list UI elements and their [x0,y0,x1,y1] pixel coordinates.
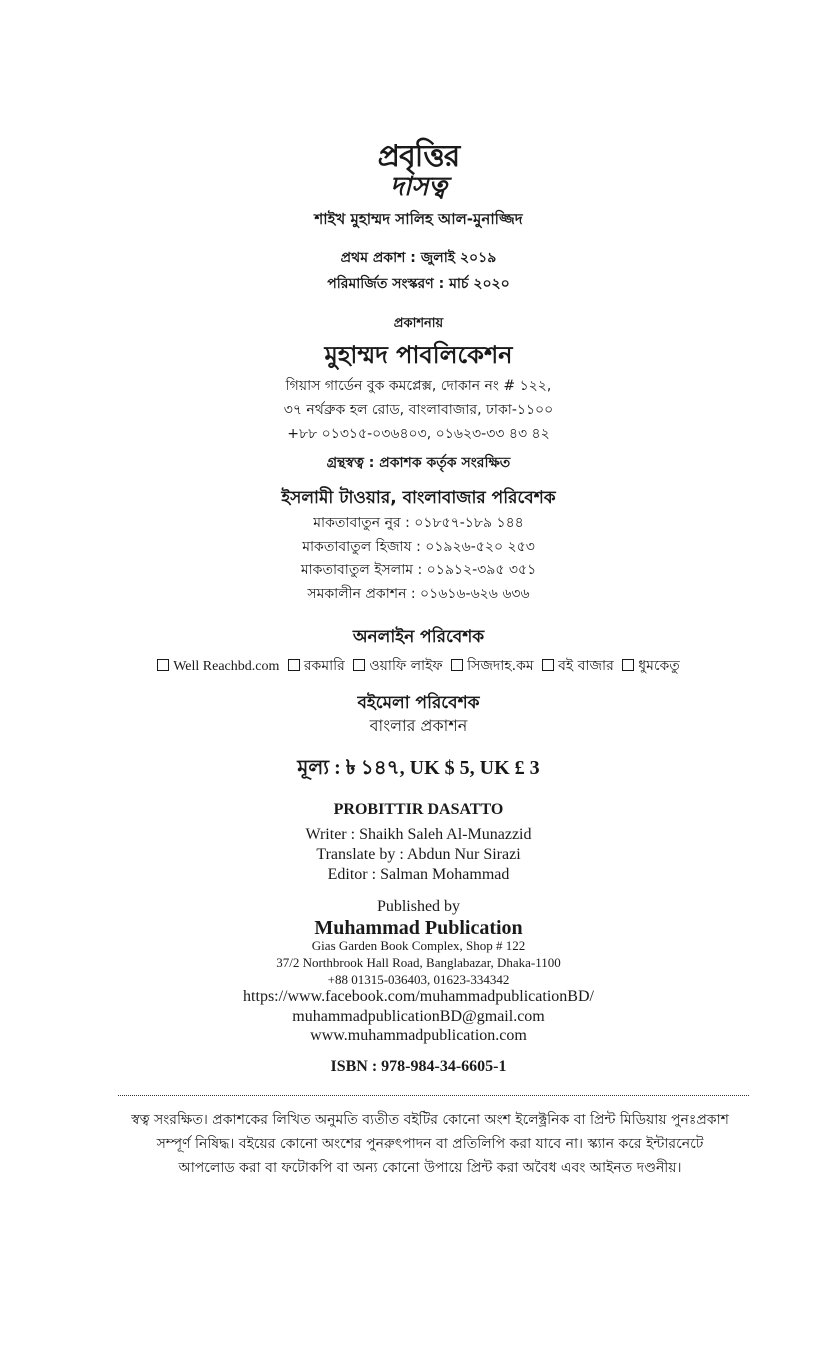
publisher-name: মুহাম্মদ পাবলিকেশন [324,341,513,369]
checkbox-icon [288,659,300,671]
online-distributors-heading: অনলাইন পরিবেশক [352,627,485,647]
price: মূল্য : ৳ ১৪৭, UK $ 5, UK £ 3 [297,757,540,779]
checkbox-icon [622,659,634,671]
english-phone: +88 01315-036403, 01623-334342 [327,972,510,987]
published-by-label: Published by [376,898,461,915]
checkbox-icon [542,659,554,671]
editor-line: Editor : Salman Mohammad [327,866,510,883]
book-logo-line2: দাসত্ব [390,172,447,202]
english-address-line: 37/2 Northbrook Hall Road, Banglabazar, Dhaka-1100 [276,955,561,970]
distributor-item: মাকতাবাতুল হিজায : ০১৯২৬-৫২০ ২৫৩ [302,538,535,555]
writer-line: Writer : Shaikh Saleh Al-Munazzid [305,826,532,843]
distributor-list [0,512,837,606]
checkbox-icon [157,659,169,671]
online-distributor-item: Well Reachbd.com [157,658,279,675]
distributors-heading: ইসলামী টাওয়ার, বাংলাবাজার পরিবেশক [281,488,556,508]
publisher-address-line: ৩৭ নর্থব্রুক হল রোড, বাংলাবাজার, ঢাকা-১১০০ [283,402,554,418]
checkbox-icon [353,659,365,671]
dotted-divider [118,1095,749,1096]
online-distributor-item: বই বাজার [542,654,614,678]
bookfair-distributor: বাংলার প্রকাশন [369,716,468,735]
isbn: ISBN : 978-984-34-6605-1 [330,1058,507,1075]
bookfair-heading: বইমেলা পরিবেশক [357,693,480,713]
author-name: শাইখ মুহাম্মদ সালিহ আল-মুনাজ্জিদ [314,210,523,228]
english-title: PROBITTIR DASATTO [333,801,504,818]
online-distributor-list [0,654,837,678]
rights-line: স্বত্ব সংরক্ষিত। প্রকাশকের লিখিত অনুমতি ব্যতীত বইটির কোনো অংশ ইলেক্ট্রনিক বা প্রিন্ট মিডিয়ায় পুনঃপ্রকাশ [131,1112,729,1128]
first-edition: প্রথম প্রকাশ : জুলাই ২০১৯ [340,250,497,266]
revised-edition: পরিমার্জিত সংস্করণ : মার্চ ২০২০ [327,276,510,292]
rights-notice [100,1108,760,1180]
copyright-note: গ্রন্থস্বত্ব : প্রকাশক কর্তৃক সংরক্ষিত [326,455,511,471]
book-logo-line1: প্রবৃত্তির [377,139,460,174]
rights-line: সম্পূর্ণ নিষিদ্ধ। বইয়ের কোনো অংশের পুনরুৎপাদন বা প্রতিলিপি করা যাবে না। স্ক্যান করে ইন্টারনেটে [156,1136,704,1152]
english-publisher-name: Muhammad Publication [314,917,523,939]
facebook-link: https://www.facebook.com/muhammadpublicationBD/ [243,988,594,1005]
rights-line: আপলোড করা বা ফটোকপি বা অন্য কোনো উপায়ে প্রিন্ট করা অবৈধ এবং আইনত দণ্ডনীয়। [178,1160,682,1176]
checkbox-icon [451,659,463,671]
online-distributor-item: ওয়াফি লাইফ [353,654,442,678]
publisher-address-line: গিয়াস গার্ডেন বুক কমপ্লেক্স, দোকান নং # ১২২, [285,378,552,394]
website-link: www.muhammadpublication.com [310,1027,527,1044]
distributor-item: সমকালীন প্রকাশন : ০১৬১৬-৬২৬ ৬৩৬ [307,585,530,602]
translator-line: Translate by : Abdun Nur Sirazi [316,846,521,863]
online-distributor-item: ধুমকেতু [622,654,680,678]
publisher-label: প্রকাশনায় [393,316,444,331]
distributor-item: মাকতাবাতুন নুর : ০১৮৫৭-১৮৯ ১৪৪ [313,515,524,531]
distributor-item: মাকতাবাতুল ইসলাম : ০১৯১২-৩৯৫ ৩৫১ [300,562,537,578]
publisher-phone: +৮৮ ০১৩১৫-০৩৬৪০৩, ০১৬২৩-৩৩ ৪৩ ৪২ [287,426,550,442]
online-distributor-item: সিজদাহ.কম [451,654,534,678]
email-address: muhammadpublicationBD@gmail.com [292,1008,545,1025]
english-address-line: Gias Garden Book Complex, Shop # 122 [311,938,526,953]
online-distributor-item: রকমারি [288,654,345,678]
